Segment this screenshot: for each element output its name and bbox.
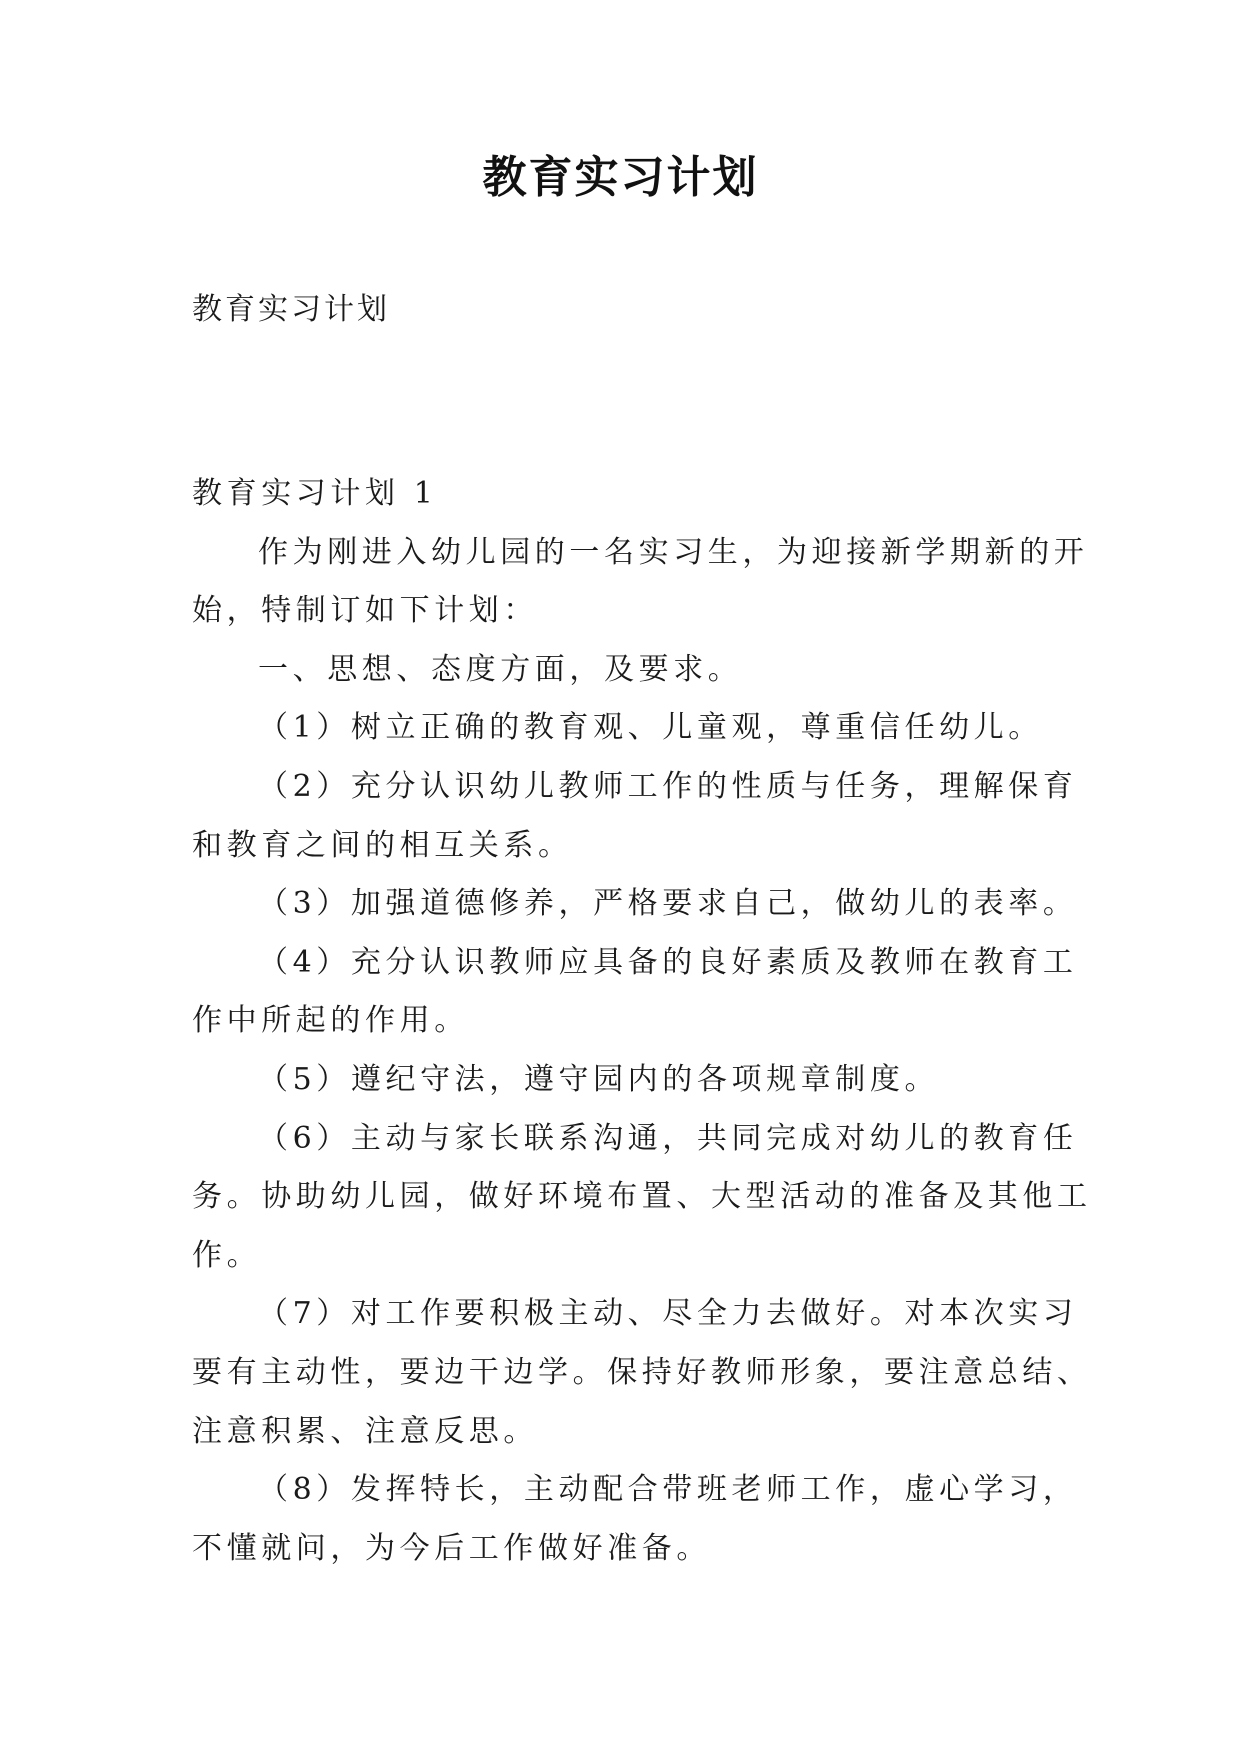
paragraph-line: 作为刚进入幼儿园的一名实习生，为迎接新学期新的开: [258, 534, 1089, 570]
document-title: 教育实习计划: [482, 152, 759, 203]
list-item: （5）遵纪守法，遵守园内的各项规章制度。: [258, 1061, 940, 1097]
list-item-continuation: 务。协助幼儿园，做好环境布置、大型活动的准备及其他工: [192, 1179, 1092, 1215]
list-item-continuation: 不懂就问，为今后工作做好准备。: [192, 1530, 711, 1566]
list-item: （7）对工作要积极主动、尽全力去做好。对本次实习: [258, 1296, 1078, 1332]
list-item-continuation: 注意积累、注意反思。: [192, 1413, 538, 1449]
list-item-continuation: 要有主动性，要边干边学。保持好教师形象，要注意总结、: [192, 1354, 1092, 1390]
list-item: （2）充分认识幼儿教师工作的性质与任务，理解保育: [258, 768, 1078, 804]
document-body: [192, 465, 1092, 1578]
list-item: （1）树立正确的教育观、儿童观，尊重信任幼儿。: [258, 710, 1043, 746]
document-subtitle: 教育实习计划: [192, 292, 390, 327]
subsection-heading: 一、思想、态度方面，及要求。: [258, 651, 743, 687]
list-item-continuation: 作。: [192, 1237, 262, 1273]
list-item: （3）加强道德修养，严格要求自己，做幼儿的表率。: [258, 886, 1078, 922]
list-item: （8）发挥特长，主动配合带班老师工作，虚心学习，: [258, 1472, 1078, 1508]
paragraph-line: 始，特制订如下计划：: [192, 593, 538, 629]
list-item: （6）主动与家长联系沟通，共同完成对幼儿的教育任: [258, 1120, 1078, 1156]
list-item-continuation: 和教育之间的相互关系。: [192, 827, 573, 863]
list-item-continuation: 作中所起的作用。: [192, 1003, 469, 1039]
list-item: （4）充分认识教师应具备的良好素质及教师在教育工: [258, 944, 1078, 980]
section-heading: 教育实习计划 1: [192, 476, 438, 511]
